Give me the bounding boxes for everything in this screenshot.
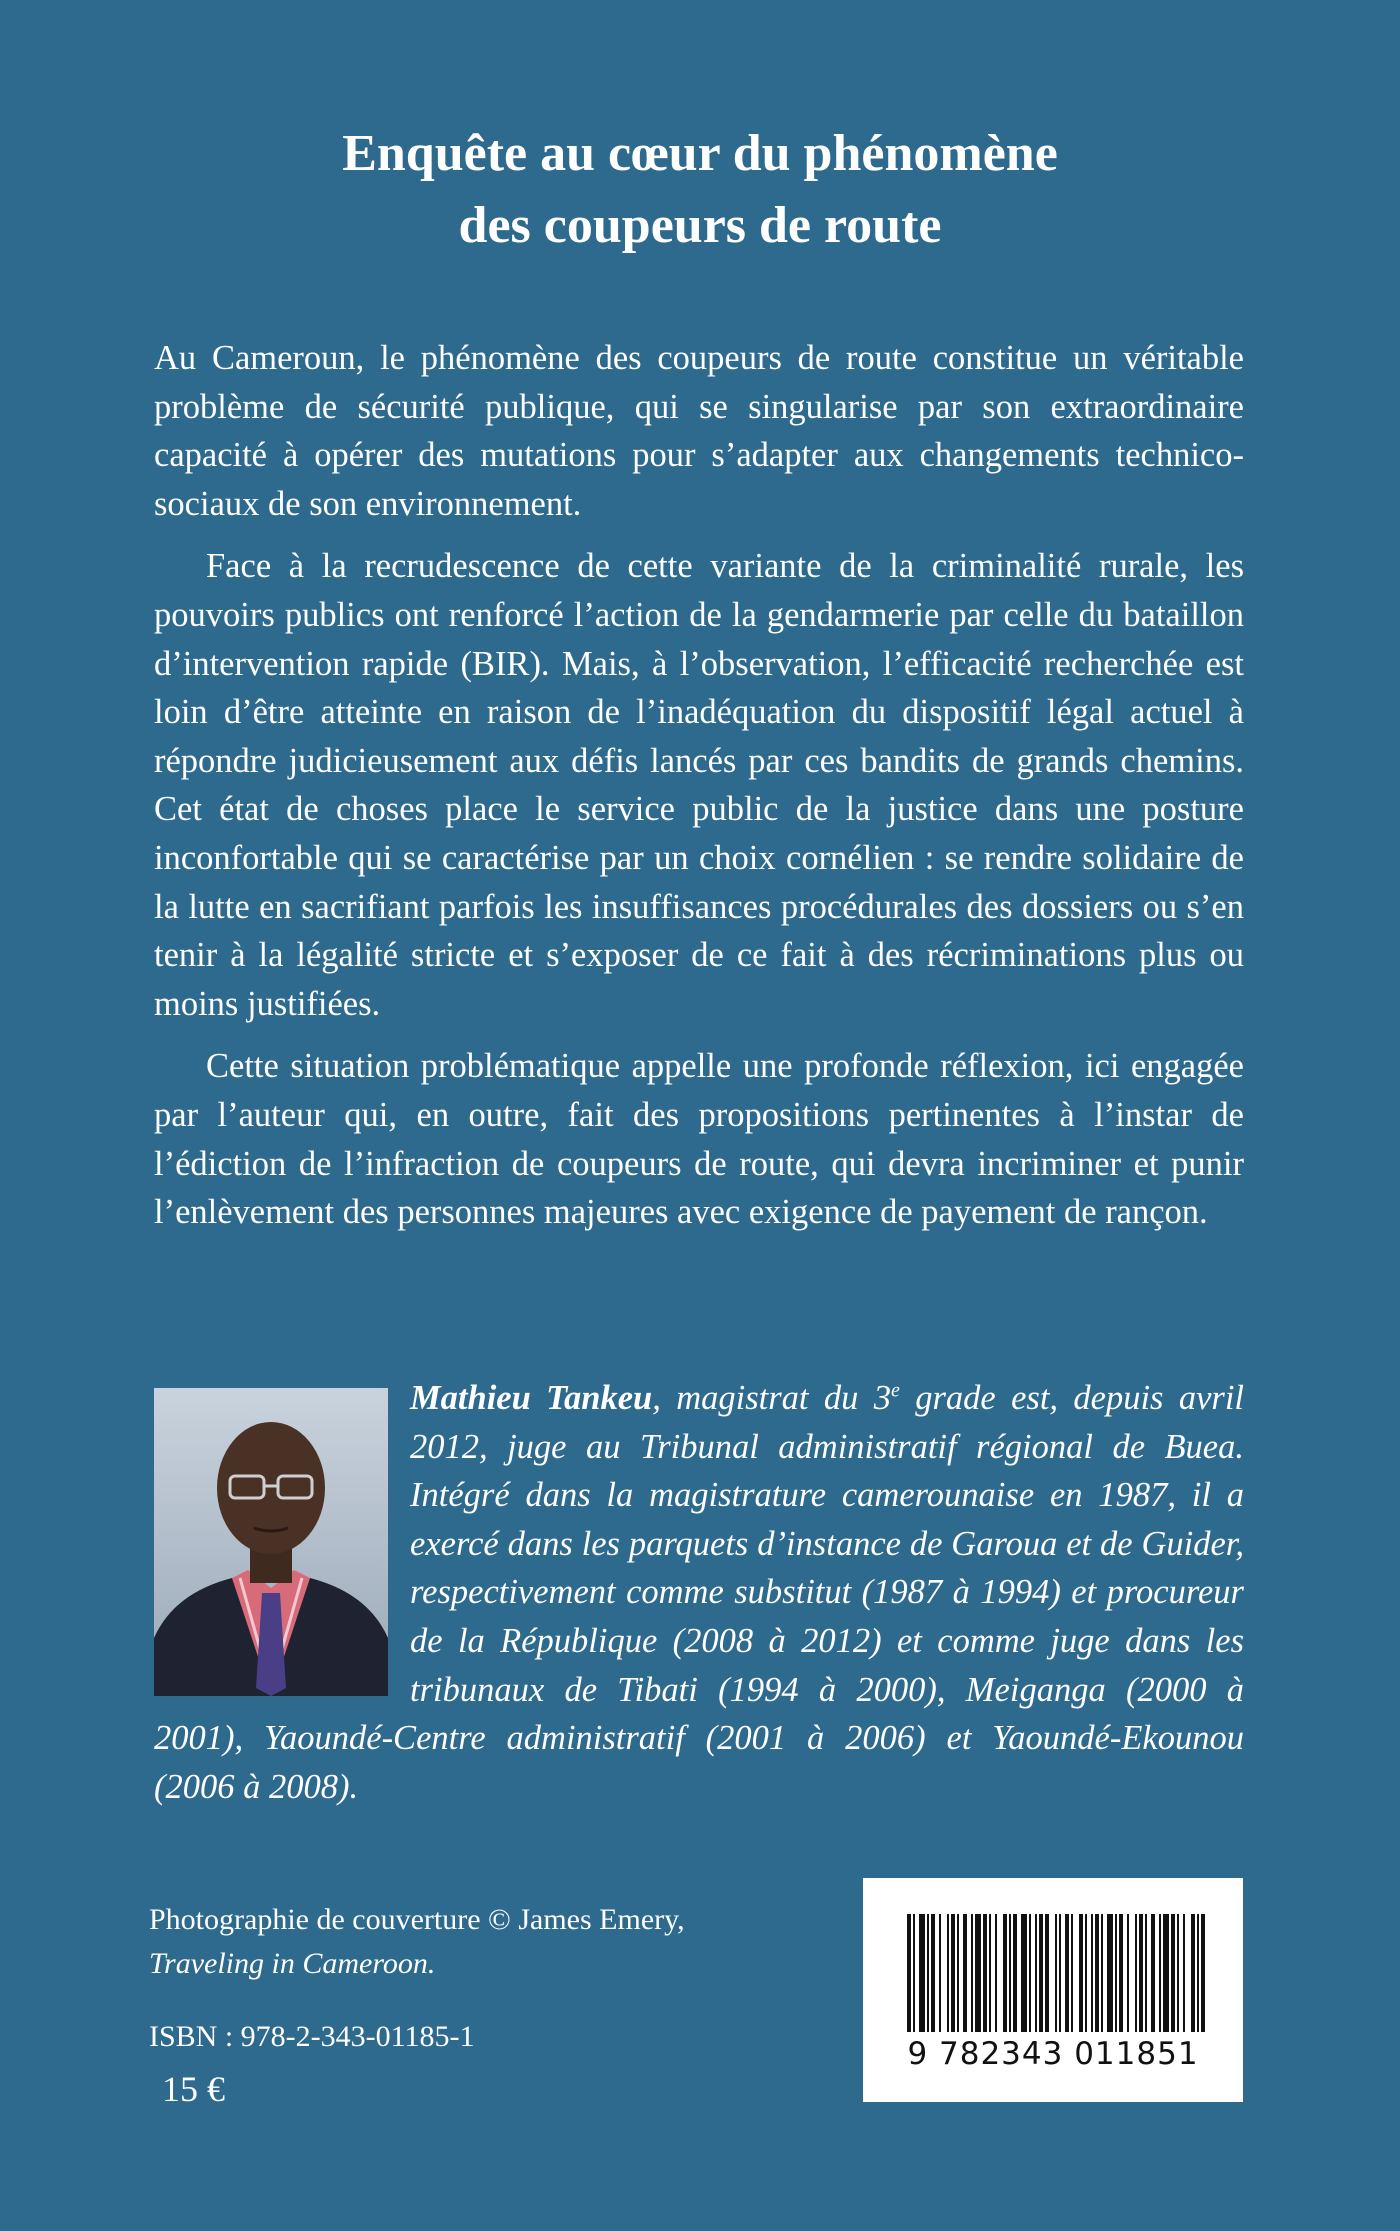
blurb-paragraph-3: Cette situation problématique appelle une profonde réflexion, ici engagée par l’auteur qui, en outre, fait des propositions pertinentes à l’instar de l’édiction de l’infraction de coupeurs de route, qui devra incriminer et punir l’enlèvement des personnes majeures avec exigence de payement de rançon. bbox=[154, 1047, 1244, 1232]
blurb-paragraph-2: Face à la recrudescence de cette variante de la criminalité rurale, les pouvoirs publics ont renforcé l’action de la gendarmerie par celle du bataillon d’intervention rapide (BIR). Mais, à l’observation, l’efficacité recherchée est loin d’être atteinte en raison de l’inadéquation du dispositif légal actuel à répondre judicieusement aux défis lancés par ces bandits de grands chemins. Cet état de choses place le service public de la justice dans une posture inconfortable qui se caractérise par un choix cornélien : se rendre solidaire de la lutte en sacrifiant parfois les insuffisances procédurales des dossiers ou s’en tenir à la légalité stricte et s’exposer de ce fait à des récriminations plus ou moins justifiées. bbox=[154, 547, 1244, 1023]
photo-credit-title: Traveling in Cameroon. bbox=[149, 1947, 436, 1980]
blurb-paragraph-1: Au Cameroun, le phénomène des coupeurs de route constitue un véritable problème de sécurité publique, qui se singularise par son extraordinaire capacité à opérer des mutations pour s’adapter aux changements technico-sociaux de son environnement. bbox=[154, 339, 1244, 523]
blurb bbox=[154, 334, 1244, 1251]
author-name: Mathieu Tankeu bbox=[410, 1379, 653, 1417]
bio-text-2: grade est, depuis avril 2012, juge au Tribunal administratif régional de Buea. Intégré dans la magistrature camerounaise en 1987, il a exercé dans les parquets d’instance de Garoua et de Guider, respectivement comme substitut (1987 à 1994) et procureur de la République (2008 à 2012) et comme juge dans les tribunaux de Tibati (1994 à 2000), Meiganga (2000 à 2001), Yaoundé-Centre administratif (2001 à 2006) et Yaoundé-Ekounou (2006 à 2008). bbox=[154, 1379, 1244, 1806]
title-line-1: Enquête au cœur du phénomène bbox=[342, 125, 1058, 182]
isbn: ISBN : 978-2-343-01185-1 bbox=[149, 2020, 475, 2053]
bio-superscript: e bbox=[890, 1379, 900, 1402]
price: 15 € bbox=[162, 2069, 225, 2109]
barcode-digits: 9 782343 011851 bbox=[907, 2036, 1199, 2072]
author-bio bbox=[154, 1374, 1244, 1811]
title-line-2: des coupeurs de route bbox=[458, 197, 942, 254]
photo-credit-line: Photographie de couverture © James Emery, bbox=[149, 1903, 685, 1936]
photo-credit bbox=[149, 1898, 685, 1986]
book-title bbox=[0, 118, 1400, 262]
barcode bbox=[863, 1878, 1243, 2102]
bio-text-1: , magistrat du 3 bbox=[652, 1379, 891, 1417]
